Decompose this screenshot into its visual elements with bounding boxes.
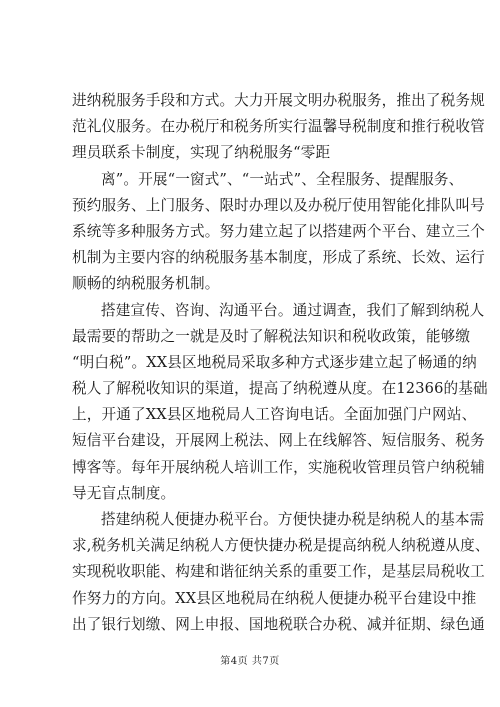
- text-line: 最需要的帮助之一就是及时了解税法知识和税收政策，能够缴: [72, 327, 471, 345]
- text-line: 机制为主要内容的纳税服务基本制度，形成了系统、长效、运行: [72, 249, 485, 267]
- text-line: 博客等。每年开展纳税人培训工作，实施税收管理员管户纳税辅: [72, 458, 485, 476]
- text-line: 税人了解税收知识的渠道，提高了纳税遵从度。在12366的基础: [72, 380, 488, 398]
- document-body: [72, 88, 490, 638]
- paragraph-service-etiquette: [72, 88, 485, 167]
- text-line: 范礼仪服务。在办税厅和税务所实行温馨导税制度和推行税收管: [72, 118, 485, 136]
- text-line: 理员联系卡制度，实现了纳税服务“零距: [72, 144, 331, 162]
- text-line: 求,税务机关满足纳税人方便快捷办税是提高纳税人纳税遵从度、: [72, 537, 490, 555]
- text-line: 系统等多种服务方式。努力建立起了以搭建两个平台、建立三个: [72, 222, 485, 240]
- paragraph-consulting-platform: [72, 298, 488, 508]
- text-line: 搭建纳税人便捷办税平台。方便快捷办税是纳税人的基本需: [101, 511, 485, 528]
- text-line: 搭建宣传、咨询、沟通平台。通过调查，我们了解到纳税人: [101, 301, 485, 319]
- text-line: 实现税收职能、构建和谐征纳关系的重要工作，是基层局税收工: [72, 563, 485, 581]
- text-line: 上，开通了XX县区地税局人工咨询电话。全面加强门户网站、: [72, 406, 477, 424]
- text-line: 作努力的方向。XX县区地税局在纳税人便捷办税平台建设中推: [72, 589, 477, 607]
- text-line: 导无盲点制度。: [72, 484, 176, 502]
- text-line: 进纳税服务手段和方式。大力开展文明办税服务，推出了税务规: [72, 92, 485, 109]
- page-number-footer: 第4页 共7页: [220, 656, 280, 667]
- paragraph-convenient-platform: [72, 507, 490, 638]
- text-line: 短信平台建设，开展网上税法、网上在线解答、短信服务、税务: [72, 432, 485, 450]
- paragraph-service-modes: [72, 167, 485, 298]
- text-line: 预约服务、上门服务、限时办理以及办税厅使用智能化排队叫号: [72, 196, 485, 214]
- text-line: 出了银行划缴、网上申报、国地税联合办税、减并征期、绿色通: [72, 615, 485, 633]
- text-line: “明白税”。XX县区地税局采取多种方式逐步建立起了畅通的纳: [72, 353, 477, 371]
- text-line: 顺畅的纳税服务机制。: [72, 275, 220, 293]
- text-line: 离”。开展“一窗式”、“一站式”、全程服务、提醒服务、: [101, 170, 464, 188]
